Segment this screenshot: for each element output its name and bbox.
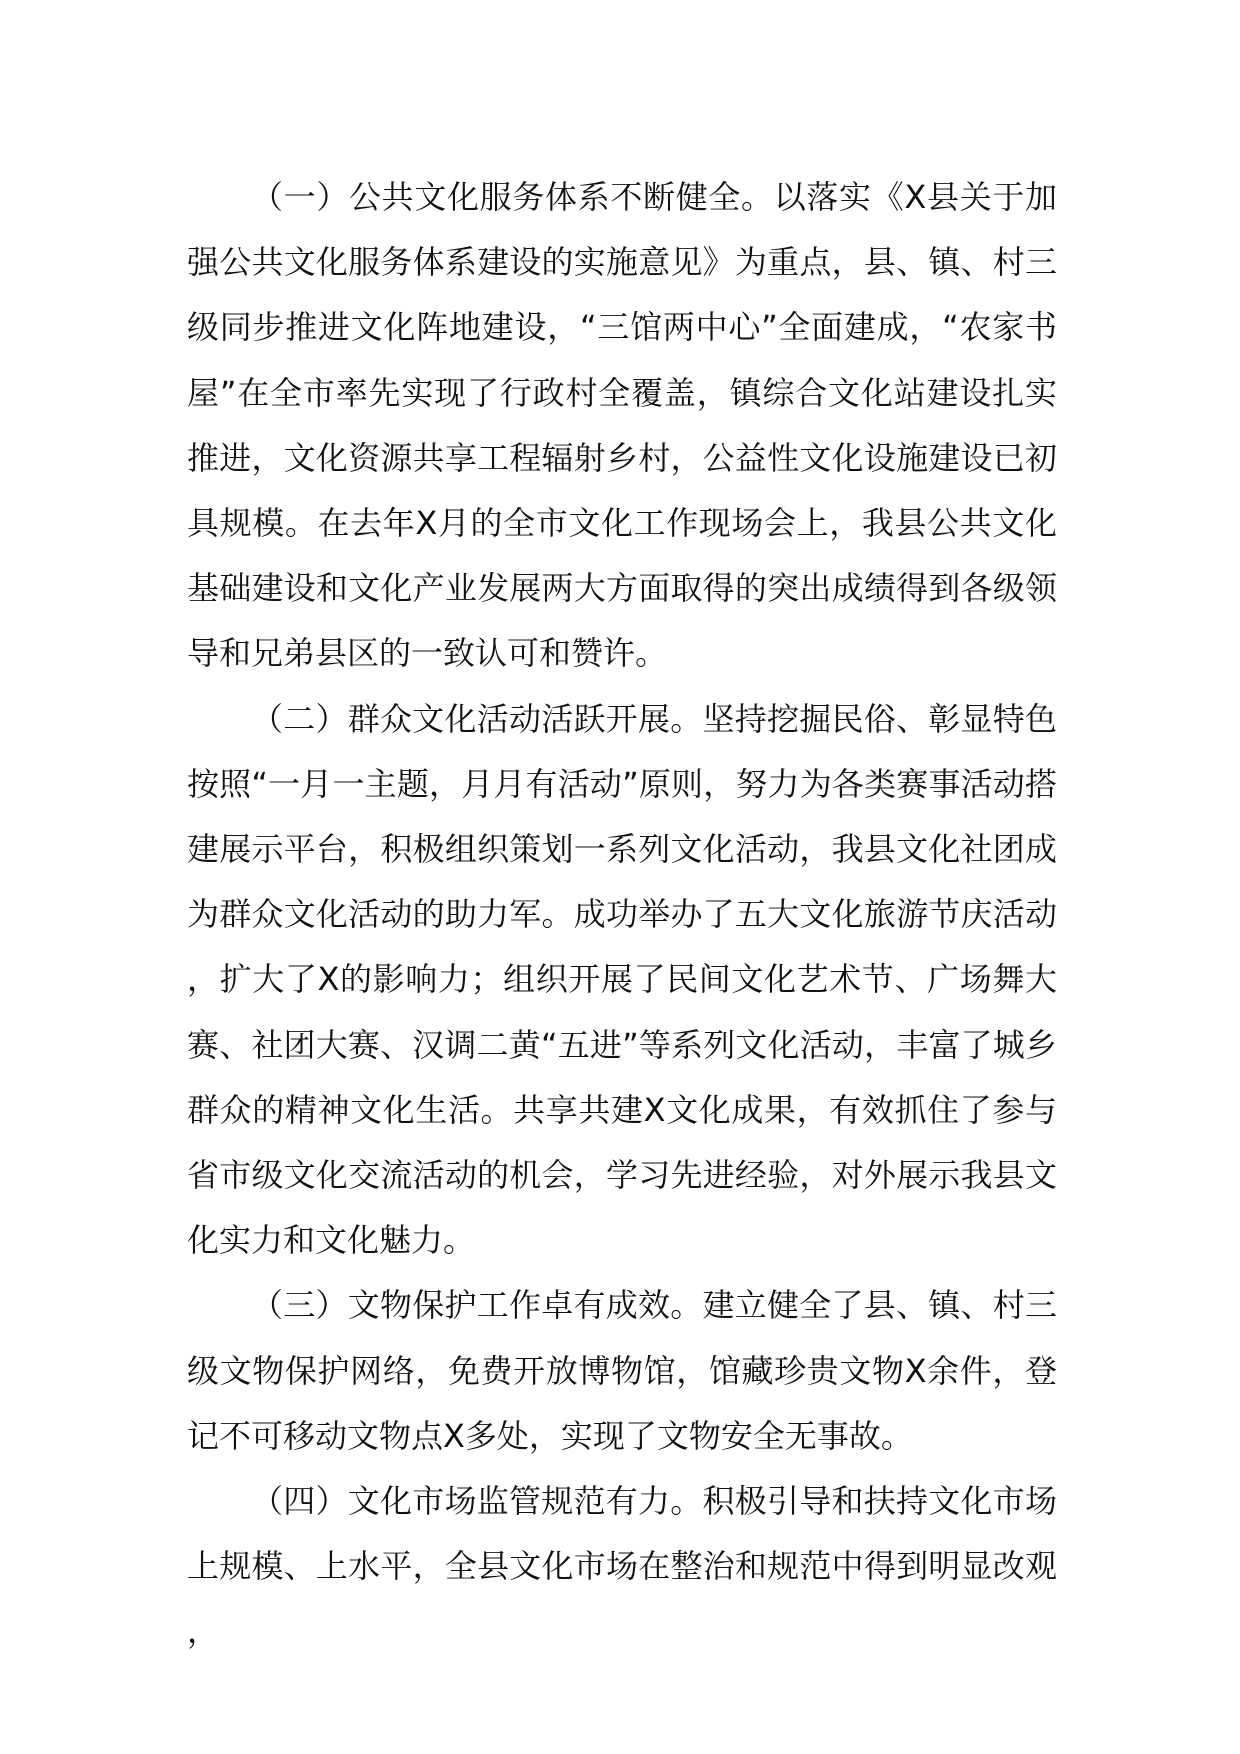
paragraph-cultural-relics-protection: （三）文物保护工作卓有成效。建立健全了县、镇、村三级文物保护网络，免费开放博物馆，馆藏珍贵文物X余件，登记不可移动文物点X多处，实现了文物安全无事故。 bbox=[187, 1286, 1057, 1455]
paragraph-cultural-market-supervision: （四）文化市场监管规范有力。积极引导和扶持文化市场上规模、上水平，全县文化市场在整治和规范中得到明显改观， bbox=[187, 1482, 1057, 1651]
paragraph-mass-cultural-activities: （二）群众文化活动活跃开展。坚持挖掘民俗、彰显特色按照“一月一主题，月月有活动”原则，努力为各类赛事活动搭建展示平台，积极组织策划一系列文化活动，我县文化社团成为群众文化活动的助力军。成功举办了五大文化旅游节庆活动，扩大了X的影响力；组织开展了民间文化艺术节、广场舞大赛、社团大赛、汉调二黄“五进”等系列文化活动，丰富了城乡群众的精神文化生活。共享共建X文化成果，有效抓住了参与省市级文化交流活动的机会，学习先进经验，对外展示我县文化实力和文化魅力。 bbox=[187, 699, 1057, 1260]
document-page bbox=[187, 165, 1057, 1665]
paragraph-public-culture-service: （一）公共文化服务体系不断健全。以落实《X县关于加强公共文化服务体系建设的实施意见》为重点，县、镇、村三级同步推进文化阵地建设，“三馆两中心”全面建成，“农家书屋”在全市率先实现了行政村全覆盖，镇综合文化站建设扎实推进，文化资源共享工程辐射乡村，公益性文化设施建设已初具规模。在去年X月的全市文化工作现场会上，我县公共文化基础建设和文化产业发展两大方面取得的突出成绩得到各级领导和兄弟县区的一致认可和赞许。 bbox=[187, 178, 1057, 673]
